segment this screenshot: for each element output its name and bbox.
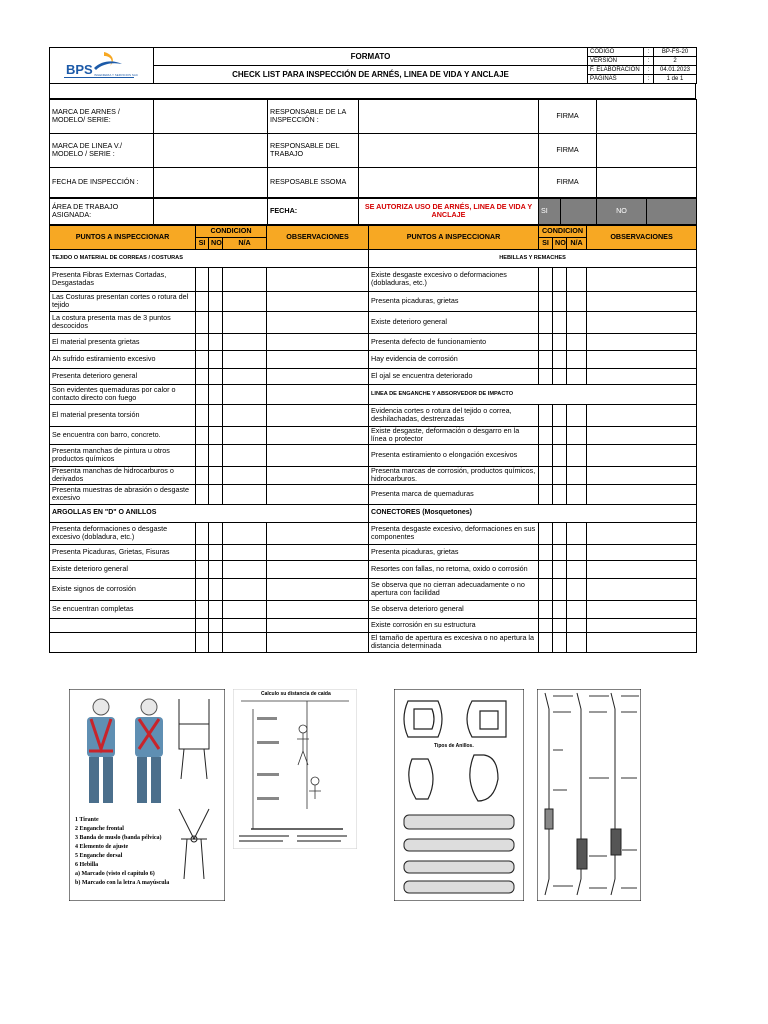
left-na-box[interactable] — [223, 368, 267, 384]
right-no-box[interactable] — [553, 368, 567, 384]
table-row — [50, 522, 697, 544]
svg-text:2 Enganche frontal: 2 Enganche frontal — [75, 826, 124, 832]
table-row — [50, 618, 697, 632]
table-row — [50, 384, 697, 404]
right-no-box[interactable] — [553, 291, 567, 311]
right-no-box[interactable] — [553, 522, 567, 544]
table-row — [50, 291, 697, 311]
right-observation-field[interactable] — [587, 311, 697, 333]
left-na-box[interactable] — [223, 466, 267, 484]
left-no-box[interactable] — [209, 267, 223, 291]
company-logo — [50, 48, 154, 84]
right-check-item: Existe desgaste, deformación o desgarro en la línea o protector — [369, 426, 539, 444]
right-section-header: LINEA DE ENGANCHE Y ABSORVEDOR DE IMPACTO — [369, 384, 697, 404]
right-check-item: Existe corrosión en su estructura — [369, 618, 539, 632]
left-observation-field[interactable] — [267, 291, 369, 311]
col-no: NO — [209, 237, 223, 249]
left-observation-field[interactable] — [267, 311, 369, 333]
left-na-box[interactable] — [223, 404, 267, 426]
svg-text:Tipos de Anillos.: Tipos de Anillos. — [434, 743, 474, 749]
table-row — [50, 267, 697, 291]
left-check-item: Ah sufrido estiramiento excesivo — [50, 350, 196, 368]
table-row — [50, 466, 697, 484]
rings-figure — [394, 689, 524, 901]
left-check-item — [50, 632, 196, 652]
left-observation-field[interactable] — [267, 600, 369, 618]
right-check-item: Evidencia cortes o rotura del tejido o correa, deshilachadas, destrenzadas — [369, 404, 539, 426]
left-check-item: Presenta muestras de abrasión o desgaste excesivo — [50, 484, 196, 504]
left-si-box[interactable] — [196, 350, 209, 368]
right-na-box[interactable] — [567, 291, 587, 311]
signature-field[interactable] — [597, 133, 697, 167]
ssoma-owner-label: RESPOSABLE SSOMA — [268, 167, 359, 197]
signature-label: FIRMA — [539, 167, 597, 197]
left-observation-field[interactable] — [267, 522, 369, 544]
left-si-box[interactable] — [196, 291, 209, 311]
right-observation-field[interactable] — [587, 578, 697, 600]
left-na-box[interactable] — [223, 544, 267, 560]
left-check-item: El material presenta torsión — [50, 404, 196, 426]
right-na-box[interactable] — [567, 544, 587, 560]
table-row — [50, 600, 697, 618]
right-no-box[interactable] — [553, 444, 567, 466]
right-check-item: Presenta defecto de funcionamiento — [369, 333, 539, 350]
right-si-box[interactable] — [539, 578, 553, 600]
right-check-item: Se observa deterioro general — [369, 600, 539, 618]
left-observation-field[interactable] — [267, 466, 369, 484]
left-no-box[interactable] — [209, 544, 223, 560]
right-check-item: El ojal se encuentra deteriorado — [369, 368, 539, 384]
right-si-box[interactable] — [539, 466, 553, 484]
right-check-item: Hay evidencia de corrosión — [369, 350, 539, 368]
left-check-item: Existe signos de corrosión — [50, 578, 196, 600]
right-observation-field[interactable] — [587, 544, 697, 560]
left-observation-field[interactable] — [267, 384, 369, 404]
svg-text:4 Elemento de ajuste: 4 Elemento de ajuste — [75, 844, 129, 850]
left-si-box[interactable] — [196, 444, 209, 466]
left-na-box[interactable] — [223, 311, 267, 333]
right-na-box[interactable] — [567, 444, 587, 466]
lanyard-figure — [537, 689, 641, 901]
table-row — [50, 333, 697, 350]
right-observation-field[interactable] — [587, 404, 697, 426]
form-title: CHECK LIST PARA INSPECCIÓN DE ARNÉS, LINEA DE VIDA Y ANCLAJE — [154, 66, 588, 84]
left-no-box[interactable] — [209, 444, 223, 466]
ssoma-owner-field[interactable] — [359, 167, 539, 197]
right-si-box[interactable] — [539, 404, 553, 426]
date-label: FECHA: — [268, 198, 359, 224]
table-row — [50, 249, 697, 267]
right-no-box[interactable] — [553, 466, 567, 484]
left-observation-field[interactable] — [267, 350, 369, 368]
left-check-item: Presenta deterioro general — [50, 368, 196, 384]
table-row — [50, 404, 697, 426]
right-observation-field[interactable] — [587, 522, 697, 544]
right-check-item: Se observa que no cierran adecuadamente o no apertura con facilidad — [369, 578, 539, 600]
right-check-item: Existe deterioro general — [369, 311, 539, 333]
left-na-box[interactable] — [223, 484, 267, 504]
left-section-header: ARGOLLAS EN "D" O ANILLOS — [50, 504, 369, 522]
form-header: BPS INGENIERIA Y SERVICIOS SAC FORMATO CÓDIGO : BP-FS-20 VERSIÓN : 2 CHECK LIST PARA INSPECCIÓN DE ARNÉS, LINEA DE VIDA Y ANCLAJE F. ELABORACIÓN : 04.01.2023 PÁGINAS : 1 de 1 — [49, 47, 697, 84]
right-na-box[interactable] — [567, 368, 587, 384]
right-si-box[interactable] — [539, 350, 553, 368]
right-check-item: Presenta estiramiento o elongación excesivos — [369, 444, 539, 466]
right-na-box[interactable] — [567, 618, 587, 632]
right-no-box[interactable] — [553, 618, 567, 632]
work-area-label: ÁREA DE TRABAJO ASIGNADA: — [50, 198, 154, 224]
inspection-date-label: FECHA DE INSPECCIÓN : — [50, 167, 154, 197]
table-row — [50, 426, 697, 444]
right-observation-field[interactable] — [587, 368, 697, 384]
col-na: N/A — [223, 237, 267, 249]
right-check-item: Presenta marca de quemaduras — [369, 484, 539, 504]
left-observation-field[interactable] — [267, 404, 369, 426]
signature-label: FIRMA — [539, 133, 597, 167]
right-observation-field[interactable] — [587, 600, 697, 618]
left-check-item: Se encuentran completas — [50, 600, 196, 618]
right-observation-field[interactable] — [587, 484, 697, 504]
right-observation-field[interactable] — [587, 350, 697, 368]
brand-harness-label: MARCA DE ARNES / MODELO/ SERIE: — [50, 99, 154, 133]
brand-lifeline-field[interactable] — [154, 133, 268, 167]
brand-harness-field[interactable] — [154, 99, 268, 133]
left-condition-header: CONDICION — [196, 225, 267, 237]
inspection-owner-label: RESPONSABLE DE LA INSPECCIÓN : — [268, 99, 359, 133]
fall-distance-figure — [233, 689, 357, 849]
left-points-header: PUNTOS A INSPECCIONAR — [50, 225, 196, 249]
left-observation-field[interactable] — [267, 267, 369, 291]
right-observation-field[interactable] — [587, 632, 697, 652]
right-na-box[interactable] — [567, 600, 587, 618]
meta-label: CÓDIGO — [588, 48, 644, 57]
meta-label: F. ELABORACIÓN — [588, 66, 644, 75]
table-row — [50, 484, 697, 504]
right-no-box[interactable] — [553, 426, 567, 444]
left-no-box[interactable] — [209, 404, 223, 426]
col-no: NO — [553, 237, 567, 249]
right-check-item: Resortes con fallas, no retorna, oxido o corrosión — [369, 560, 539, 578]
left-observation-field[interactable] — [267, 618, 369, 632]
table-row — [50, 311, 697, 333]
right-no-box[interactable] — [553, 267, 567, 291]
table-row — [50, 560, 697, 578]
right-na-box[interactable] — [567, 522, 587, 544]
right-si-box[interactable] — [539, 291, 553, 311]
signature-field[interactable] — [597, 99, 697, 133]
right-no-box[interactable] — [553, 560, 567, 578]
right-na-box[interactable] — [567, 484, 587, 504]
right-check-item: Existe desgaste excesivo o deformaciones (dobladuras, etc.) — [369, 267, 539, 291]
info-section — [49, 99, 697, 198]
left-check-item: Presenta manchas de hidrocarburos o derivados — [50, 466, 196, 484]
table-row — [50, 544, 697, 560]
svg-text:Calculo su distancia de caida: Calculo su distancia de caida — [261, 691, 331, 697]
left-check-item: Presenta deformaciones o desgaste excesivo (dobladura, etc.) — [50, 522, 196, 544]
left-si-box[interactable] — [196, 384, 209, 404]
right-observation-field[interactable] — [587, 466, 697, 484]
svg-text:5 Enganche dorsal: 5 Enganche dorsal — [75, 853, 123, 859]
left-check-item: El material presenta grietas — [50, 333, 196, 350]
left-si-box[interactable] — [196, 632, 209, 652]
right-si-box[interactable] — [539, 426, 553, 444]
left-check-item: Existe deterioro general — [50, 560, 196, 578]
right-points-header: PUNTOS A INSPECCIONAR — [369, 225, 539, 249]
right-si-box[interactable] — [539, 560, 553, 578]
left-si-box[interactable] — [196, 544, 209, 560]
left-no-box[interactable] — [209, 560, 223, 578]
left-no-box[interactable] — [209, 384, 223, 404]
left-section-header: TEJIDO O MATERIAL DE CORREAS / COSTURAS — [50, 249, 369, 267]
right-no-box[interactable] — [553, 311, 567, 333]
left-na-box[interactable] — [223, 618, 267, 632]
right-si-box[interactable] — [539, 618, 553, 632]
left-check-item: Se encuentra con barro, concreto. — [50, 426, 196, 444]
left-si-box[interactable] — [196, 618, 209, 632]
table-row — [50, 350, 697, 368]
left-no-box[interactable] — [209, 291, 223, 311]
left-na-box[interactable] — [223, 350, 267, 368]
left-observation-field[interactable] — [267, 426, 369, 444]
left-na-box[interactable] — [223, 267, 267, 291]
svg-text:1 Tirante: 1 Tirante — [75, 817, 99, 823]
left-si-box[interactable] — [196, 368, 209, 384]
right-no-box[interactable] — [553, 350, 567, 368]
brand-lifeline-label: MARCA DE LINEA V./ MODELO / SERIE : — [50, 133, 154, 167]
left-no-box[interactable] — [209, 333, 223, 350]
right-si-box[interactable] — [539, 267, 553, 291]
left-check-item: Presenta Picaduras, Grietas, Fisuras — [50, 544, 196, 560]
work-owner-field[interactable] — [359, 133, 539, 167]
harness-figure — [69, 689, 225, 901]
authorize-no-box[interactable] — [647, 198, 697, 224]
col-na: N/A — [567, 237, 587, 249]
right-si-box[interactable] — [539, 311, 553, 333]
right-si-box[interactable] — [539, 544, 553, 560]
left-no-box[interactable] — [209, 466, 223, 484]
left-check-item: La costura presenta mas de 3 puntos descocidos — [50, 311, 196, 333]
right-observations-header: OBSERVACIONES — [587, 225, 697, 249]
left-si-box[interactable] — [196, 333, 209, 350]
work-area-field[interactable] — [154, 198, 268, 224]
inspection-owner-field[interactable] — [359, 99, 539, 133]
form-type: FORMATO — [154, 48, 588, 66]
left-no-box[interactable] — [209, 484, 223, 504]
table-row — [50, 444, 697, 466]
right-si-box[interactable] — [539, 444, 553, 466]
authorization-text: SE AUTORIZA USO DE ARNÉS, LINEA DE VIDA Y ANCLAJE — [359, 198, 539, 224]
col-si: SI — [196, 237, 209, 249]
left-observation-field[interactable] — [267, 632, 369, 652]
table-row — [50, 632, 697, 652]
right-na-box[interactable] — [567, 632, 587, 652]
right-observation-field[interactable] — [587, 426, 697, 444]
table-row — [50, 504, 697, 522]
right-si-box[interactable] — [539, 522, 553, 544]
left-observation-field[interactable] — [267, 368, 369, 384]
authorization-row — [49, 198, 697, 225]
right-na-box[interactable] — [567, 333, 587, 350]
left-si-box[interactable] — [196, 600, 209, 618]
meta-value: 04.01.2023 — [654, 66, 697, 75]
right-no-box[interactable] — [553, 578, 567, 600]
left-na-box[interactable] — [223, 384, 267, 404]
right-na-box[interactable] — [567, 404, 587, 426]
right-observation-field[interactable] — [587, 267, 697, 291]
right-no-box[interactable] — [553, 600, 567, 618]
right-observation-field[interactable] — [587, 291, 697, 311]
svg-text:BPS: BPS — [66, 61, 93, 77]
meta-value: 1 de 1 — [654, 75, 697, 84]
right-check-item: El tamaño de apertura es excesiva o no apertura la distancia determinada — [369, 632, 539, 652]
svg-text:3 Banda de muslo (banda pélvi: 3 Banda de muslo (banda pélvica) — [75, 835, 162, 841]
left-na-box[interactable] — [223, 522, 267, 544]
work-owner-label: RESPONSABLE DEL TRABAJO — [268, 133, 359, 167]
left-no-box[interactable] — [209, 600, 223, 618]
svg-text:6 Hebilla: 6 Hebilla — [75, 862, 99, 868]
right-check-item: Presenta desgaste excesivo, deformaciones en sus componentes — [369, 522, 539, 544]
left-si-box[interactable] — [196, 311, 209, 333]
checklist-sheet — [49, 47, 696, 653]
right-na-box[interactable] — [567, 267, 587, 291]
left-check-item: Son evidentes quemaduras por calor o contacto directo con fuego — [50, 384, 196, 404]
right-no-box[interactable] — [553, 333, 567, 350]
left-no-box[interactable] — [209, 350, 223, 368]
signature-label: FIRMA — [539, 99, 597, 133]
spacer-row — [49, 84, 696, 99]
left-no-box[interactable] — [209, 368, 223, 384]
right-check-item: Presenta picaduras, grietas — [369, 544, 539, 560]
right-observation-field[interactable] — [587, 333, 697, 350]
right-observation-field[interactable] — [587, 560, 697, 578]
left-check-item — [50, 618, 196, 632]
right-si-box[interactable] — [539, 484, 553, 504]
right-observation-field[interactable] — [587, 618, 697, 632]
right-si-box[interactable] — [539, 368, 553, 384]
left-observation-field[interactable] — [267, 560, 369, 578]
inspection-date-field[interactable] — [154, 167, 268, 197]
svg-text:INGENIERIA Y SERVICIOS SAC: INGENIERIA Y SERVICIOS SAC — [94, 72, 139, 77]
right-na-box[interactable] — [567, 578, 587, 600]
right-condition-header: CONDICION — [539, 225, 587, 237]
left-si-box[interactable] — [196, 522, 209, 544]
right-section-header: CONECTORES (Mosquetones) — [369, 504, 697, 522]
left-observation-field[interactable] — [267, 444, 369, 466]
right-si-box[interactable] — [539, 333, 553, 350]
meta-value: 2 — [654, 57, 697, 66]
left-na-box[interactable] — [223, 444, 267, 466]
signature-field[interactable] — [597, 167, 697, 197]
left-observation-field[interactable] — [267, 578, 369, 600]
col-si: SI — [539, 237, 553, 249]
left-na-box[interactable] — [223, 578, 267, 600]
right-na-box[interactable] — [567, 560, 587, 578]
left-si-box[interactable] — [196, 466, 209, 484]
left-si-box[interactable] — [196, 404, 209, 426]
authorize-yes-box[interactable] — [561, 198, 597, 224]
meta-value: BP-FS-20 — [654, 48, 697, 57]
left-check-item: Presenta Fibras Externas Cortadas, Desgastadas — [50, 267, 196, 291]
left-no-box[interactable] — [209, 311, 223, 333]
left-no-box[interactable] — [209, 426, 223, 444]
bps-logo-icon — [52, 50, 148, 82]
left-si-box[interactable] — [196, 426, 209, 444]
right-si-box[interactable] — [539, 600, 553, 618]
svg-text:a) Marcado (visto el capítulo: a) Marcado (visto el capítulo 6) — [75, 871, 155, 877]
right-no-box[interactable] — [553, 404, 567, 426]
left-si-box[interactable] — [196, 484, 209, 504]
meta-label: VERSIÓN — [588, 57, 644, 66]
right-check-item: Presenta picaduras, grietas — [369, 291, 539, 311]
right-no-box[interactable] — [553, 544, 567, 560]
left-na-box[interactable] — [223, 600, 267, 618]
right-na-box[interactable] — [567, 426, 587, 444]
right-na-box[interactable] — [567, 350, 587, 368]
right-observation-field[interactable] — [587, 444, 697, 466]
right-no-box[interactable] — [553, 484, 567, 504]
left-check-item: Las Costuras presentan cortes o rotura del tejido — [50, 291, 196, 311]
left-check-item: Presenta manchas de pintura u otros productos químicos — [50, 444, 196, 466]
left-na-box[interactable] — [223, 560, 267, 578]
left-na-box[interactable] — [223, 426, 267, 444]
left-observation-field[interactable] — [267, 544, 369, 560]
svg-text:b) Marcado con la letra A mayú: b) Marcado con la letra A mayúscula — [75, 880, 170, 886]
left-no-box[interactable] — [209, 618, 223, 632]
left-observations-header: OBSERVACIONES — [267, 225, 369, 249]
left-observation-field[interactable] — [267, 333, 369, 350]
left-na-box[interactable] — [223, 632, 267, 652]
left-si-box[interactable] — [196, 578, 209, 600]
right-section-header: HEBILLAS Y REMACHES — [369, 249, 697, 267]
left-no-box[interactable] — [209, 578, 223, 600]
left-na-box[interactable] — [223, 333, 267, 350]
checklist-table — [49, 225, 697, 653]
right-no-box[interactable] — [553, 632, 567, 652]
right-na-box[interactable] — [567, 311, 587, 333]
left-si-box[interactable] — [196, 560, 209, 578]
left-na-box[interactable] — [223, 291, 267, 311]
table-row — [50, 578, 697, 600]
authorize-no-label: NO — [597, 198, 647, 224]
left-no-box[interactable] — [209, 632, 223, 652]
left-si-box[interactable] — [196, 267, 209, 291]
authorize-yes-label: SI — [539, 198, 561, 224]
table-row — [50, 368, 697, 384]
right-si-box[interactable] — [539, 632, 553, 652]
left-no-box[interactable] — [209, 522, 223, 544]
meta-label: PÁGINAS — [588, 75, 644, 84]
right-na-box[interactable] — [567, 466, 587, 484]
left-observation-field[interactable] — [267, 484, 369, 504]
right-check-item: Presenta marcas de corrosión, productos químicos, hidrocarburos. — [369, 466, 539, 484]
